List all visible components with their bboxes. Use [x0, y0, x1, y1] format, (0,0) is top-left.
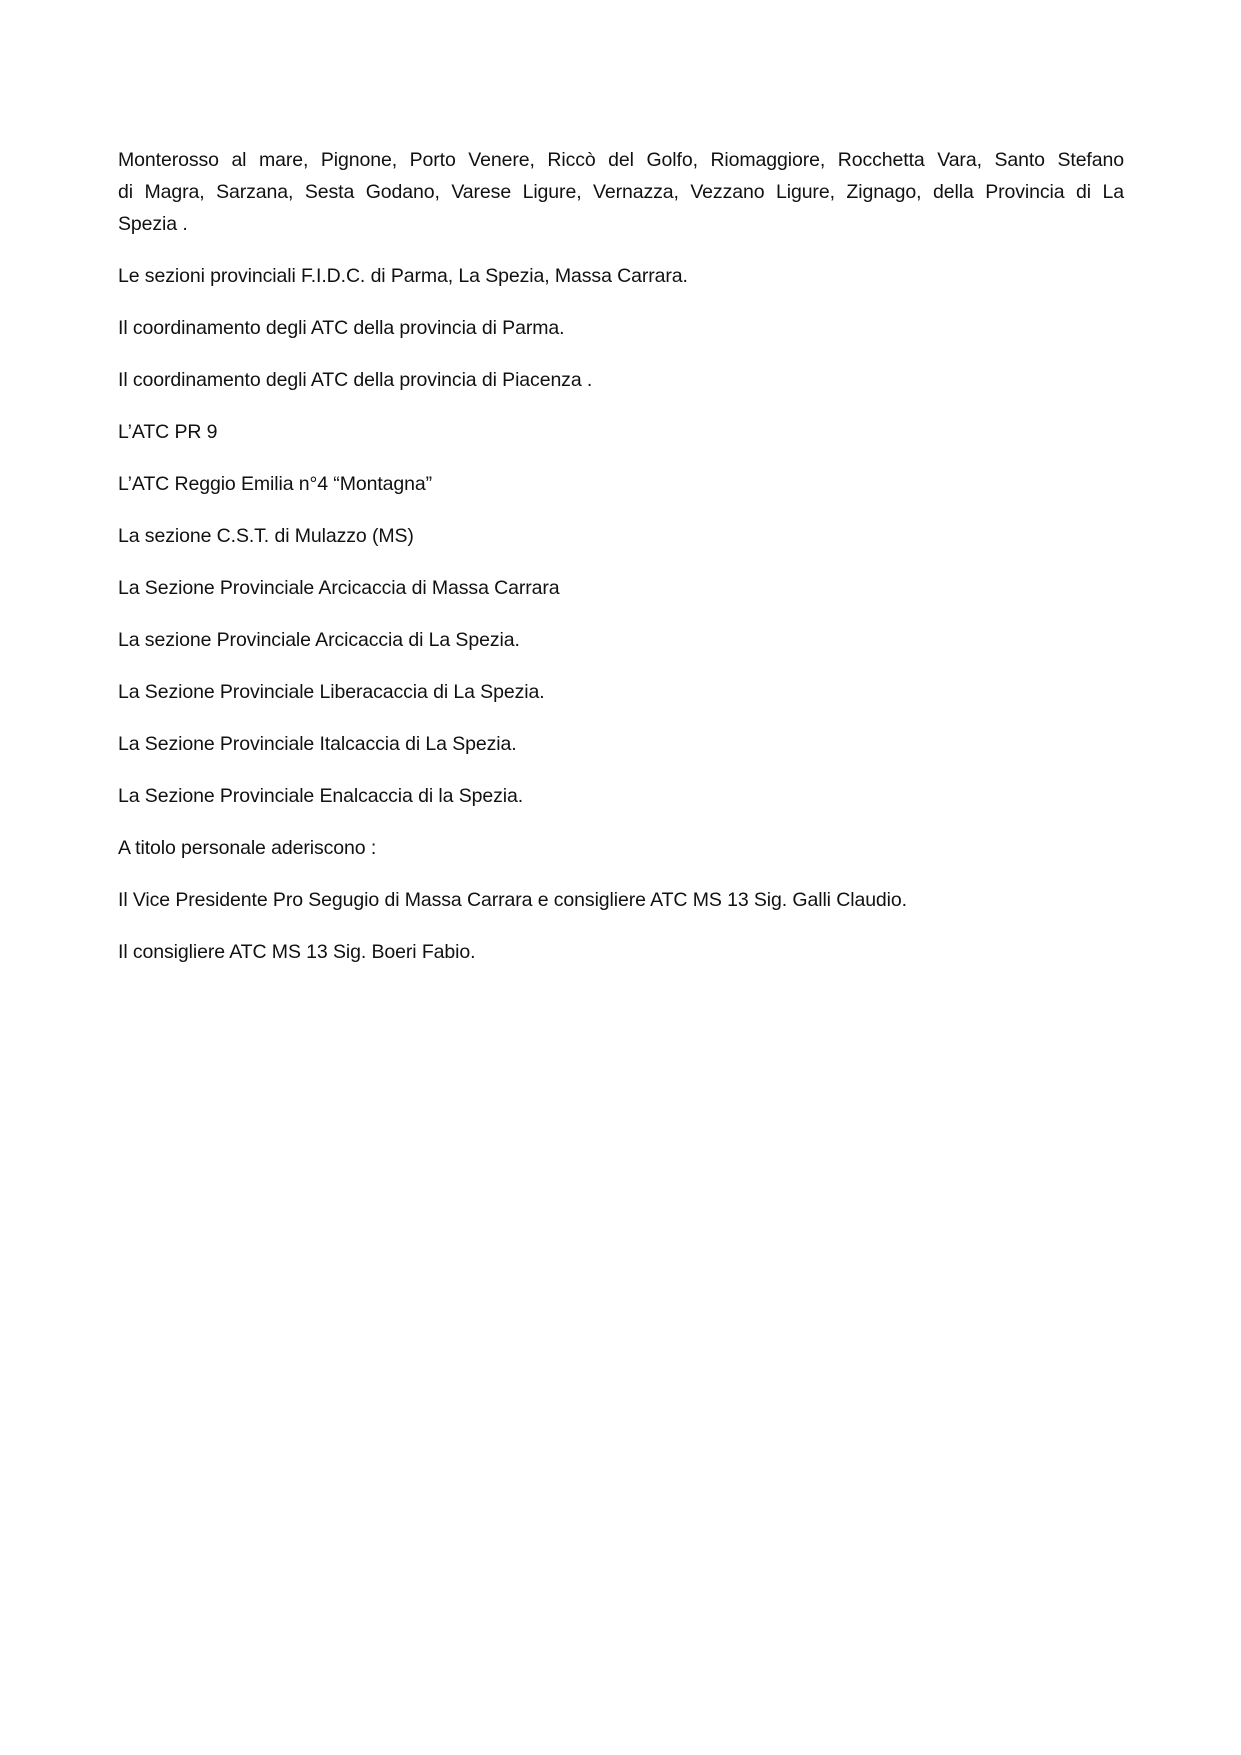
- document-body: [118, 144, 1124, 968]
- paragraph-fidc-sections: Le sezioni provinciali F.I.D.C. di Parma, La Spezia, Massa Carrara.: [118, 265, 688, 287]
- paragraph-vice-president: Il Vice Presidente Pro Segugio di Massa Carrara e consigliere ATC MS 13 Sig. Galli Claudio.: [118, 889, 907, 911]
- paragraph-cst-mulazzo: La sezione C.S.T. di Mulazzo (MS): [118, 525, 414, 547]
- paragraph-enalcaccia-spezia: La Sezione Provinciale Enalcaccia di la Spezia.: [118, 785, 524, 807]
- municipalities-paragraph: [118, 144, 1124, 240]
- municipalities-line: di Magra, Sarzana, Sesta Godano, Varese Ligure, Vernazza, Vezzano Ligure, Zignago, della Provincia di La: [118, 181, 1124, 203]
- paragraph-italcaccia-spezia: La Sezione Provinciale Italcaccia di La Spezia.: [118, 733, 517, 755]
- paragraph-personal-adhesion: A titolo personale aderiscono :: [118, 837, 377, 859]
- paragraph-councillor: Il consigliere ATC MS 13 Sig. Boeri Fabio.: [118, 941, 476, 963]
- paragraph-atc-pr9: L’ATC PR 9: [118, 421, 218, 443]
- paragraph-atc-reggio-emilia: L’ATC Reggio Emilia n°4 “Montagna”: [118, 473, 433, 495]
- paragraph-liberacaccia-spezia: La Sezione Provinciale Liberacaccia di La Spezia.: [118, 681, 545, 703]
- municipalities-line: Spezia .: [118, 213, 188, 235]
- paragraph-atc-parma: Il coordinamento degli ATC della provincia di Parma.: [118, 317, 565, 339]
- paragraph-arcicaccia-spezia: La sezione Provinciale Arcicaccia di La Spezia.: [118, 629, 520, 651]
- paragraph-atc-piacenza: Il coordinamento degli ATC della provincia di Piacenza .: [118, 369, 593, 391]
- paragraph-arcicaccia-massa: La Sezione Provinciale Arcicaccia di Massa Carrara: [118, 577, 560, 599]
- municipalities-line: Monterosso al mare, Pignone, Porto Venere, Riccò del Golfo, Riomaggiore, Rocchetta Vara, Santo Stefano: [118, 149, 1124, 171]
